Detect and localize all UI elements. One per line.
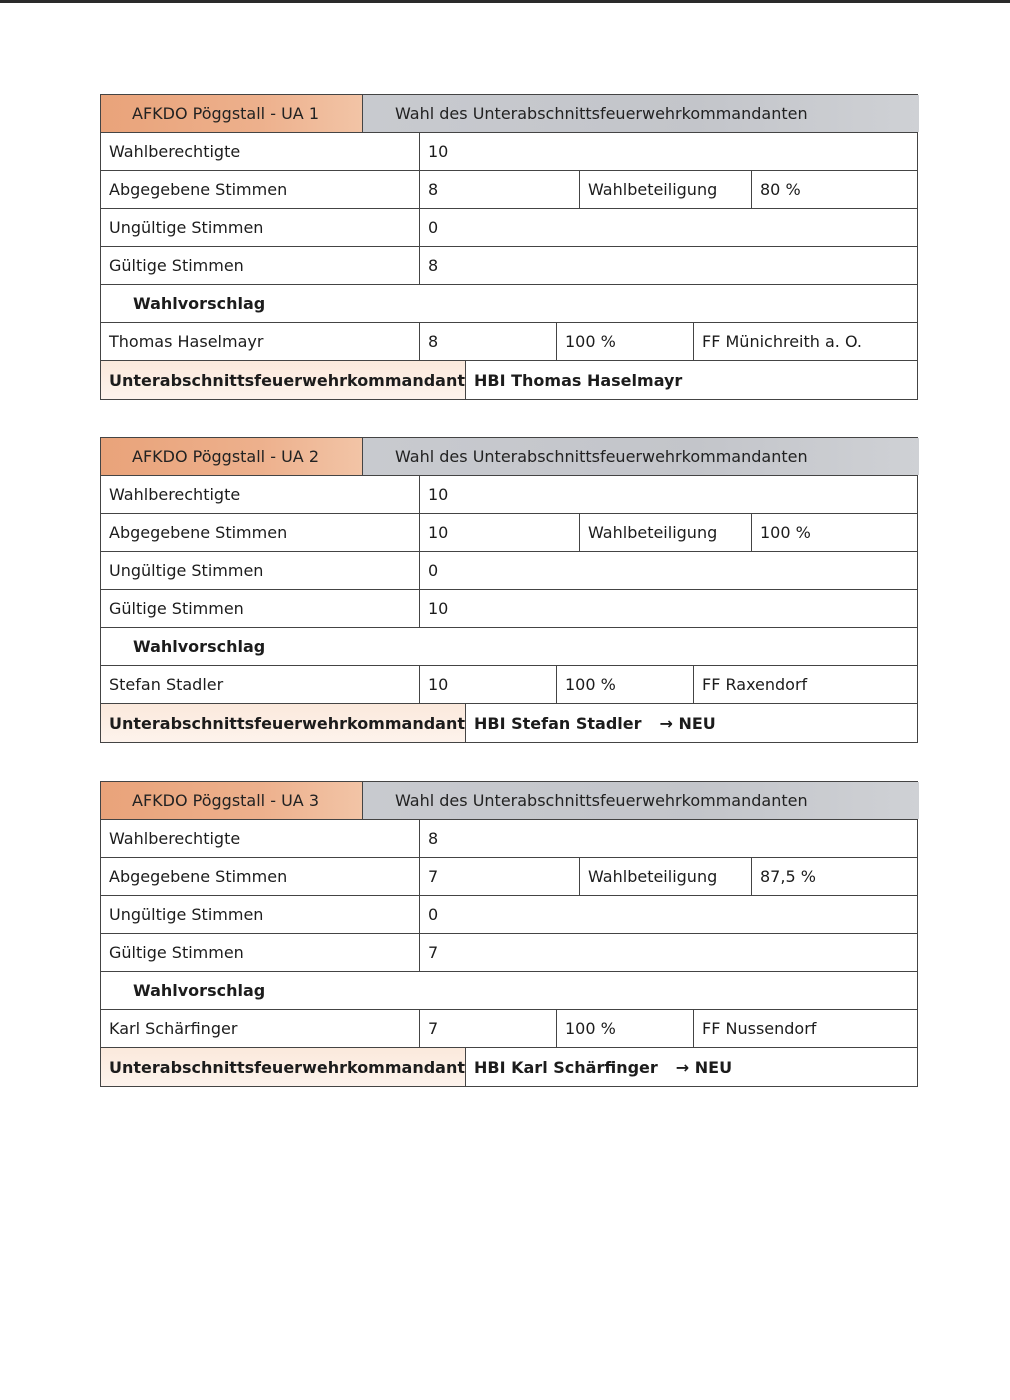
candidate-department: FF Nussendorf <box>693 1010 919 1047</box>
scan-edge <box>0 0 1010 3</box>
eligible-value: 8 <box>419 820 919 857</box>
candidate-percent: 100 % <box>556 1010 693 1047</box>
candidate-row <box>101 323 917 361</box>
proposal-row <box>101 285 917 323</box>
election-title: Wahl des Unterabschnittsfeuerwehrkommandanten <box>395 104 808 123</box>
turnout-label: Wahlbeteiligung <box>579 171 751 208</box>
eligible-row <box>101 476 917 514</box>
candidate-name: Karl Schärfinger <box>109 1019 238 1038</box>
cast-row <box>101 171 917 209</box>
result-new-marker: → NEU <box>675 1057 733 1077</box>
invalid-value: 0 <box>419 896 919 933</box>
valid-value: 8 <box>419 247 919 284</box>
candidate-name: Stefan Stadler <box>109 675 224 694</box>
election-title: Wahl des Unterabschnittsfeuerwehrkommandanten <box>395 447 808 466</box>
election-title: Wahl des Unterabschnittsfeuerwehrkommandanten <box>395 791 808 810</box>
result-cell <box>465 361 919 399</box>
invalid-label: Ungültige Stimmen <box>109 905 264 924</box>
cast-value: 10 <box>419 514 579 551</box>
result-new-marker: → NEU <box>659 713 716 733</box>
eligible-row <box>101 133 917 171</box>
org-header <box>101 782 362 819</box>
eligible-value: 10 <box>419 476 919 513</box>
valid-label: Gültige Stimmen <box>109 943 244 962</box>
proposal-row <box>101 628 917 666</box>
candidate-votes: 8 <box>419 323 556 360</box>
valid-label: Gültige Stimmen <box>109 599 244 618</box>
invalid-row <box>101 209 917 247</box>
result-label: Unterabschnittsfeuerwehrkommandant <box>101 704 465 742</box>
result-cell <box>465 1048 919 1086</box>
invalid-label: Ungültige Stimmen <box>109 561 264 580</box>
title-header <box>362 95 919 132</box>
turnout-label: Wahlbeteiligung <box>579 514 751 551</box>
invalid-value: 0 <box>419 552 919 589</box>
title-header <box>362 782 919 819</box>
valid-label: Gültige Stimmen <box>109 256 244 275</box>
candidate-department: FF Raxendorf <box>693 666 919 703</box>
result-name: HBI Thomas Haselmayr <box>474 370 683 390</box>
election-block-ua2 <box>100 437 918 743</box>
candidate-percent: 100 % <box>556 666 693 703</box>
turnout-value: 100 % <box>751 514 919 551</box>
header-row <box>101 438 917 476</box>
valid-row <box>101 590 917 628</box>
turnout-value: 87,5 % <box>751 858 919 895</box>
valid-row <box>101 247 917 285</box>
candidate-votes: 10 <box>419 666 556 703</box>
eligible-label: Wahlberechtigte <box>109 829 241 848</box>
org-header <box>101 438 362 475</box>
eligible-label: Wahlberechtigte <box>109 142 241 161</box>
proposal-label: Wahlvorschlag <box>133 294 266 313</box>
eligible-value: 10 <box>419 133 919 170</box>
cast-row <box>101 858 917 896</box>
proposal-label: Wahlvorschlag <box>133 981 266 1000</box>
valid-value: 10 <box>419 590 919 627</box>
candidate-row <box>101 1010 917 1048</box>
proposal-label: Wahlvorschlag <box>133 637 266 656</box>
result-cell <box>465 704 919 742</box>
invalid-value: 0 <box>419 209 919 246</box>
candidate-name: Thomas Haselmayr <box>109 332 264 351</box>
election-block-ua1 <box>100 94 918 400</box>
cast-row <box>101 514 917 552</box>
invalid-label: Ungültige Stimmen <box>109 218 264 237</box>
turnout-label: Wahlbeteiligung <box>579 858 751 895</box>
result-row <box>101 704 917 742</box>
cast-label: Abgegebene Stimmen <box>109 867 288 886</box>
org-label: AFKDO Pöggstall - UA 2 <box>132 447 319 466</box>
turnout-value: 80 % <box>751 171 919 208</box>
cast-label: Abgegebene Stimmen <box>109 523 288 542</box>
invalid-row <box>101 552 917 590</box>
org-label: AFKDO Pöggstall - UA 3 <box>132 791 319 810</box>
valid-value: 7 <box>419 934 919 971</box>
invalid-row <box>101 896 917 934</box>
result-name: HBI Karl Schärfinger <box>474 1057 658 1077</box>
candidate-department: FF Münichreith a. O. <box>693 323 919 360</box>
result-row <box>101 1048 917 1086</box>
header-row <box>101 782 917 820</box>
header-row <box>101 95 917 133</box>
result-name: HBI Stefan Stadler <box>474 713 642 733</box>
cast-value: 7 <box>419 858 579 895</box>
candidate-percent: 100 % <box>556 323 693 360</box>
election-block-ua3 <box>100 781 918 1087</box>
title-header <box>362 438 919 475</box>
org-header <box>101 95 362 132</box>
candidate-row <box>101 666 917 704</box>
valid-row <box>101 934 917 972</box>
org-label: AFKDO Pöggstall - UA 1 <box>132 104 319 123</box>
result-label: Unterabschnittsfeuerwehrkommandant <box>101 361 465 399</box>
proposal-row <box>101 972 917 1010</box>
eligible-row <box>101 820 917 858</box>
cast-value: 8 <box>419 171 579 208</box>
candidate-votes: 7 <box>419 1010 556 1047</box>
result-row <box>101 361 917 399</box>
eligible-label: Wahlberechtigte <box>109 485 241 504</box>
result-label: Unterabschnittsfeuerwehrkommandant <box>101 1048 465 1086</box>
cast-label: Abgegebene Stimmen <box>109 180 288 199</box>
